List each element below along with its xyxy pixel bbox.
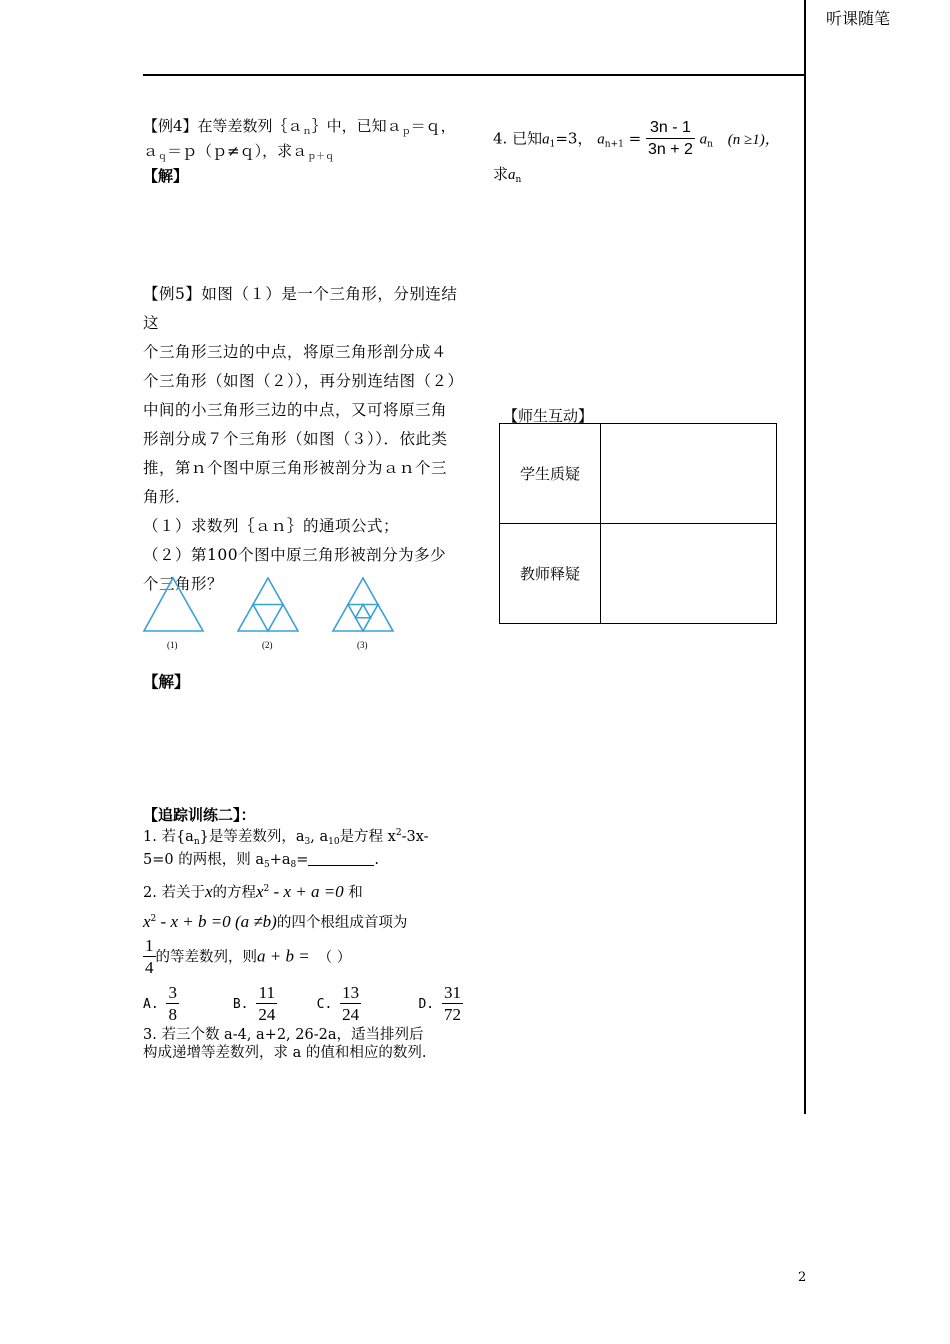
- option-c-fraction: [340, 983, 361, 1026]
- example5-line: （２）第100个图中原三角形被剖分为多少: [143, 546, 447, 564]
- option-c[interactable]: [317, 983, 411, 1026]
- q1-sub-8: 8: [290, 860, 297, 870]
- q1-text-end: .: [374, 852, 379, 868]
- q2-text-d: 的等差数列，则: [155, 949, 257, 966]
- q2-frac-den: 4: [145, 958, 154, 977]
- example4-text-b: ｝中，已知ａ: [311, 117, 402, 135]
- example4-text-c: ＝ｑ，: [410, 117, 456, 135]
- example5-solution-label: 【解】: [143, 672, 190, 691]
- option-a[interactable]: [143, 983, 225, 1026]
- q2-eq2-sup: 2: [150, 914, 157, 924]
- example4-sub-pq: ｐ＋ｑ: [307, 152, 335, 162]
- q2-eq1-rest: - x + a =0: [269, 882, 344, 901]
- q2-fraction-quarter: [143, 936, 156, 979]
- example4-sub-p: ｐ: [401, 127, 411, 137]
- q1-text-c: , a: [310, 829, 329, 845]
- option-b[interactable]: [233, 983, 309, 1026]
- q2-eq1-x: x: [256, 882, 264, 901]
- option-b-fraction: [256, 983, 277, 1026]
- q2-frac-num: 1: [145, 936, 154, 955]
- question4-ask: 求: [493, 165, 509, 183]
- q1-sub-5: 5: [263, 860, 270, 870]
- q1-text-b: }是等差数列，a: [199, 829, 305, 845]
- q2-text-c: 的四个根组成首项为: [276, 915, 408, 931]
- figure-label-3: (3): [357, 640, 368, 650]
- example4-sub-q: ｑ: [158, 152, 168, 162]
- example4-line2: [143, 142, 473, 167]
- example5-line: 个三角形（如图（２）），再分别连结图（２）: [143, 372, 464, 390]
- option-c-den: 24: [342, 1005, 360, 1024]
- option-d-label: D.: [418, 997, 435, 1012]
- q2-condition: (a ≠b): [230, 912, 277, 931]
- option-d-den: 72: [443, 1005, 461, 1024]
- option-a-num: 3: [168, 983, 177, 1002]
- example5-line: 中间的小三角形三边的中点，又可将原三角: [143, 401, 448, 419]
- option-a-den: 8: [168, 1005, 177, 1024]
- question4-numerator: 3n - 1: [646, 118, 695, 139]
- question4-eq3: =3，: [555, 129, 593, 148]
- q1-sub-3: 3: [304, 837, 311, 847]
- example4-sub-n: ｎ: [302, 127, 312, 137]
- q2-eq2-rest: - x + b =0: [156, 912, 231, 931]
- q1-text-a: 1. 若{a: [143, 829, 194, 845]
- q1-answer-blank[interactable]: [308, 851, 374, 866]
- option-d-fraction: [442, 983, 463, 1026]
- training-q2-line3: [143, 936, 473, 979]
- question4-fraction: [646, 118, 695, 161]
- q1-text-e: -3x-: [401, 829, 429, 845]
- question4-prefix: 4. 已知: [493, 129, 543, 148]
- question4-line1: [493, 118, 803, 161]
- example5-line: 个三角形？: [143, 575, 224, 593]
- example4-text-a: 【例4】在等差数列｛ａ: [143, 117, 303, 135]
- margin-note-title: 听课随笔: [826, 9, 891, 28]
- q2-eq1-sup: 2: [263, 884, 270, 894]
- example4-solution-label: 【解】: [143, 167, 189, 185]
- option-c-num: 13: [342, 983, 360, 1002]
- triangle-figure-2: [238, 578, 298, 631]
- q2-text-a: 2. 若关于: [143, 885, 205, 901]
- training-q2-line2: [143, 910, 473, 932]
- question4-eq: =: [628, 129, 642, 148]
- training-q2-options: [143, 983, 473, 1026]
- teacher-answer-label: 教师释疑: [500, 524, 601, 624]
- triangle-figure-1: [144, 578, 203, 631]
- question4-ask-a: a: [508, 167, 516, 183]
- training-q3-line1: 3. 若三个数 a-4, a+2, 26-2a，适当排列后: [143, 1027, 424, 1043]
- question4-an1-sub: n+1: [604, 139, 624, 150]
- option-d-num: 31: [443, 983, 461, 1002]
- example5-line: 个三角形三边的中点，将原三角形剖分成４: [143, 343, 448, 361]
- question4-condition: (n ≥1)，: [727, 131, 780, 148]
- q2-answer-paren[interactable]: （ ）: [317, 949, 352, 966]
- example5-line: 角形．: [143, 488, 192, 506]
- option-b-label: B.: [232, 997, 249, 1012]
- example5-line: （１）求数列｛ａｎ｝的通项公式；: [143, 517, 400, 535]
- example5-line: 形剖分成７个三角形（如图（３））．依此类: [143, 430, 448, 448]
- q1-text-d: 是方程 x: [339, 829, 396, 845]
- question4-an: a: [699, 131, 708, 148]
- training-section: [143, 806, 473, 1062]
- question4-line2: [493, 163, 803, 185]
- q2-a-plus-b: a + b =: [257, 946, 310, 966]
- triangle-figure-3: [333, 578, 393, 631]
- student-question-area[interactable]: [601, 424, 777, 524]
- figure-label-1: (1): [167, 640, 178, 650]
- question4-an-sub: n: [707, 139, 713, 150]
- question4-ask-sub: n: [515, 175, 522, 185]
- interaction-title: 【师生互动】: [503, 407, 594, 425]
- example4-text-e: ＝ｐ（ｐ≠ｑ），求ａ: [167, 142, 308, 160]
- training-title: 【追踪训练二】：: [143, 806, 256, 824]
- training-q1-line1: [143, 824, 473, 851]
- option-a-fraction: [166, 983, 179, 1026]
- q2-eq2-x: x: [143, 912, 151, 931]
- question4-a1: a: [542, 131, 550, 148]
- question4-a1-sub: 1: [549, 139, 556, 150]
- q2-var-x: x: [204, 882, 213, 901]
- q1-text-plus: +a: [269, 852, 291, 868]
- example4: [143, 117, 473, 186]
- teacher-answer-area[interactable]: [601, 524, 777, 624]
- question4-an1: a: [597, 131, 605, 148]
- interaction-table: [499, 423, 777, 624]
- question4-denominator: 3n + 2: [647, 141, 693, 158]
- example5-line: 【例5】如图（１）是一个三角形，分别连结这: [143, 285, 458, 332]
- option-b-num: 11: [256, 983, 277, 1004]
- margin-divider: [804, 0, 806, 1114]
- option-d[interactable]: [418, 983, 488, 1026]
- training-q1-line2: [143, 851, 473, 874]
- example5: [143, 280, 473, 599]
- training-q2-line1: [143, 880, 473, 902]
- q1-sub-n: n: [193, 837, 200, 847]
- example5-line: 推，第ｎ个图中原三角形被剖分为ａｎ个三: [143, 459, 448, 477]
- option-a-label: A.: [143, 997, 159, 1012]
- q2-text-b: 的方程: [212, 885, 256, 901]
- example4-text-d: ａ: [143, 142, 159, 160]
- figure-label-2: (2): [262, 640, 273, 650]
- student-question-label: 学生质疑: [500, 424, 601, 524]
- q1-sup-2: 2: [395, 828, 402, 838]
- q2-and: 和: [343, 885, 363, 901]
- header-rule: [143, 74, 806, 76]
- q1-sub-10: 10: [328, 837, 340, 847]
- triangle-figures: [140, 574, 400, 656]
- training-q3-line2: 构成递增等差数列，求 a 的值和相应的数列.: [143, 1045, 427, 1061]
- q1-text-eq: =: [296, 852, 309, 868]
- example4-line1: [143, 117, 473, 142]
- page-number: 2: [798, 1270, 807, 1285]
- question4: [493, 118, 803, 185]
- option-b-den: 24: [258, 1005, 276, 1024]
- q1-text-f: 5=0 的两根，则 a: [143, 852, 264, 868]
- option-c-label: C.: [316, 997, 333, 1012]
